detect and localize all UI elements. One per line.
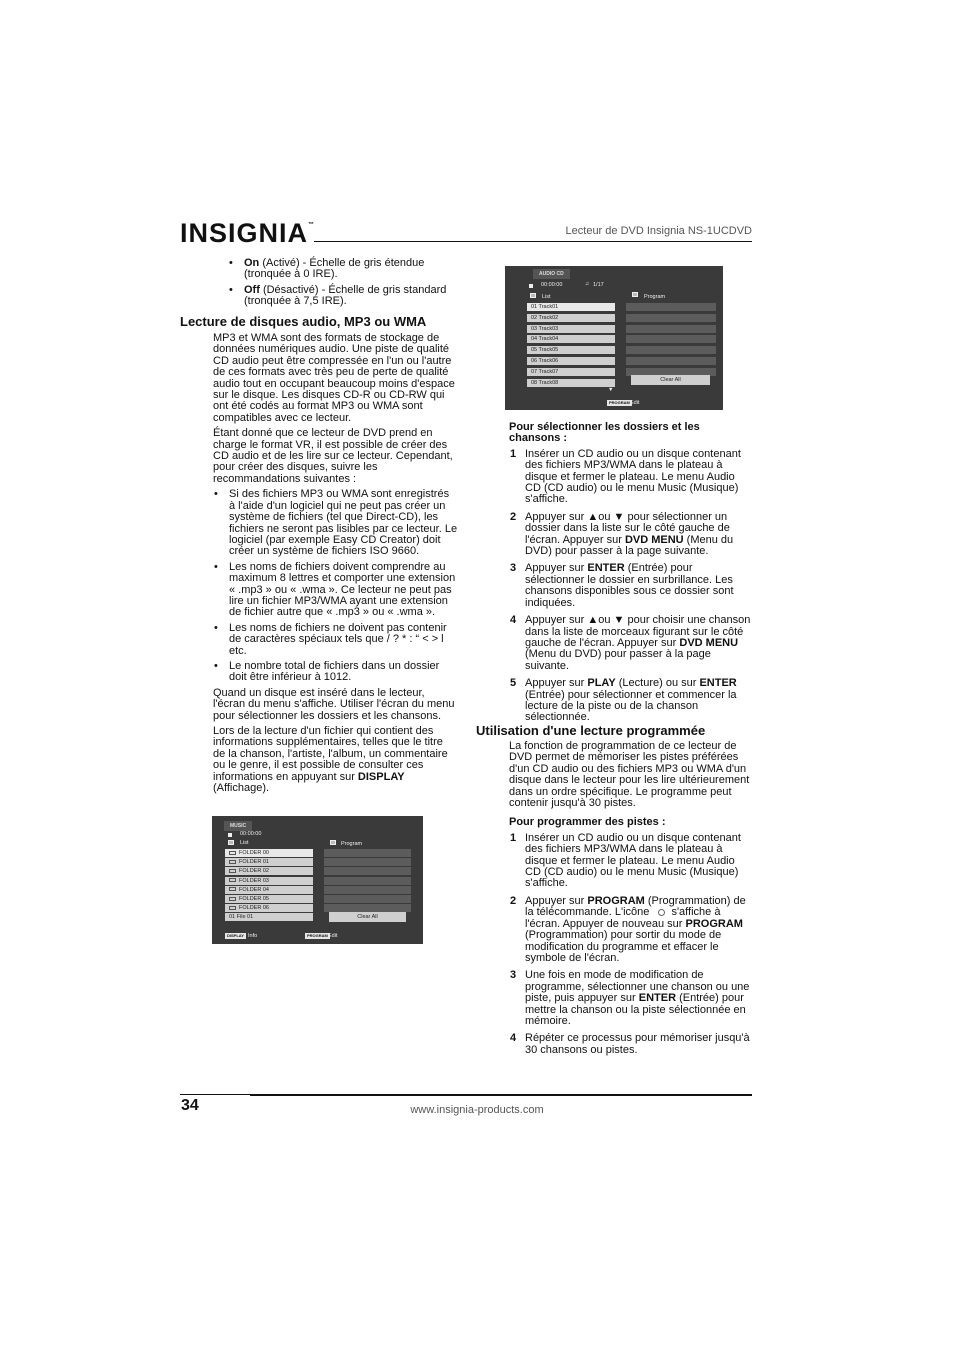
footer-rule-bold — [250, 1094, 752, 1096]
program-slot — [626, 346, 716, 354]
program-slot — [324, 849, 411, 857]
list-row[interactable]: FOLDER 00 — [225, 849, 313, 857]
clear-all-button[interactable]: Clear All — [631, 375, 710, 385]
list-row[interactable]: 04 Track04 — [527, 335, 615, 343]
program-slot — [324, 886, 411, 894]
list-row[interactable]: 08 Track08 — [527, 379, 615, 387]
page-number: 34 — [181, 1097, 199, 1114]
music-note-icon: ♫ — [585, 281, 590, 287]
list-row[interactable]: FOLDER 01 — [225, 858, 313, 866]
music-list-label: List — [240, 840, 249, 846]
program-slot — [324, 877, 411, 885]
list-icon — [530, 293, 536, 298]
list-row[interactable]: FOLDER 05 — [225, 895, 313, 903]
list-row[interactable]: FOLDER 06 — [225, 904, 313, 912]
list-item: • Les noms de fichiers doivent comprendre au maximum 8 lettres et comporter une extension « .mp3 » ou « .wma ». Ce lecteur ne peut pas lire un fichier MP3/WMA ayant une extension de fichier autre que « .mp3 » ou « .wma ». — [213, 562, 458, 619]
folder-icon — [229, 878, 236, 882]
step-item: 1 Insérer un CD audio ou un disque contenant des fichiers MP3/WMA dans le plateau à disque et fermer le plateau. Le menu Audio CD (CD audio) ou le menu Music (Musique) s'affiche. — [510, 831, 741, 890]
list-item: • Off (Désactivé) - Échelle de gris standard (tronquée à 7,5 IRE). — [228, 285, 460, 308]
program-steps — [509, 833, 751, 1056]
program-slot — [626, 325, 716, 333]
folder-icon — [229, 869, 236, 873]
program-list-icon — [330, 840, 336, 845]
header-title: Lecteur de DVD Insignia NS-1UCDVD — [565, 225, 752, 237]
program-slot — [324, 904, 411, 912]
display-badge: DISPLAY — [227, 933, 244, 938]
folder-icon — [229, 887, 236, 891]
list-row[interactable]: 02 Track02 — [527, 314, 615, 322]
header-rule — [314, 241, 752, 242]
list-row[interactable]: 07 Track07 — [527, 368, 615, 376]
para-formats: MP3 et WMA sont des formats de stockage de données numériques audio. Une piste de qualité CD audio peut être compressée en l'un ou l'autre de ces formats avec très peu de perte de qualité audio tout en occupant beaucoup moins d'espace sur le disque. Les disques CD-R ou CD-RW qui ont été codés au format MP3 ou WMA sont compatibles avec ce lecteur. — [213, 332, 455, 424]
program-slot — [324, 858, 411, 866]
list-row[interactable]: 03 Track03 — [527, 325, 615, 333]
audio-cd-screenshot — [505, 266, 723, 410]
list-item: • Les noms de fichiers ne doivent pas contenir de caractères spéciaux tels que / ? * : “ < > l etc. — [213, 623, 458, 657]
top-bullets — [228, 258, 460, 312]
edit-label: Edit — [630, 400, 640, 406]
music-program-label: Program — [341, 841, 363, 847]
right-bottom — [509, 741, 751, 1062]
program-slot — [324, 867, 411, 875]
recommendations-list — [213, 489, 458, 684]
program-icon — [658, 909, 665, 916]
info-label: Info — [248, 933, 258, 939]
folder-icon — [229, 851, 236, 855]
list-row[interactable]: 01 Track01 — [527, 303, 615, 311]
section-title-audio: Lecture de disques audio, MP3 ou WMA — [180, 314, 427, 329]
step-item: 2 Appuyer sur ▲ou ▼ pour sélectionner un dossier dans la liste sur le côté gauche de l'écran. Appuyer sur DVD MENU (Menu du DVD) pour passer à la page suivante. — [510, 510, 734, 558]
step-item: 3 Appuyer sur ENTER (Entrée) pour sélectionner le dossier en surbrillance. Les chansons disponibles sous ce dossier sont indiquées. — [510, 562, 734, 609]
para-display: Lors de la lecture d'un fichier qui contient des informations supplémentaires, telles que le titre de la chanson, l'artiste, l'album, un commentaire ou le genre, il est possible de consulter ces informations en appuyant sur DISPLAY (Affichage). — [213, 725, 448, 795]
scroll-down-icon: ▼ — [608, 387, 614, 393]
music-tab: MUSIC — [224, 821, 252, 831]
program-badge: PROGRAM — [307, 933, 328, 938]
audio-list-label: List — [542, 294, 551, 300]
list-row[interactable]: 06 Track06 — [527, 357, 615, 365]
section-title-program: Utilisation d'une lecture programmée — [476, 723, 706, 738]
list-item: • On (Activé) - Échelle de gris étendue (tronquée à 0 IRE). — [228, 258, 460, 281]
track-count: 1/17 — [593, 282, 604, 288]
program-slot — [626, 357, 716, 365]
music-menu-screenshot — [212, 816, 423, 944]
para-vr: Étant donné que ce lecteur de DVD prend en charge le format VR, il est possible de créer des CD audio et de les lire sur ce lecteur. Cependant, pour créer des disques, suivre les recommandations suivantes : — [213, 427, 453, 485]
right-top — [509, 422, 751, 730]
edit-label: Edit — [328, 933, 338, 939]
program-slot — [626, 314, 716, 322]
left-body — [213, 333, 458, 798]
list-row[interactable]: FOLDER 04 — [225, 886, 313, 894]
list-row[interactable]: 01 File 01 — [225, 913, 313, 921]
folder-icon — [229, 860, 236, 864]
step-item: 4 Appuyer sur ▲ou ▼ pour choisir une chanson dans la liste de morceaux figurant sur le côté gauche de l'écran. Appuyer sur DVD MENU (Menu du DVD) pour passer à la page suivante. — [510, 614, 751, 672]
audio-time: 00:00:00 — [541, 282, 563, 288]
step-item: 3 Une fois en mode de modification de programme, sélectionner une chanson ou une piste, puis appuyer sur ENTER (Entrée) pour mettre la chanson ou la piste sélectionnée en mémoire. — [510, 969, 750, 1027]
step-item: 1 Insérer un CD audio ou un disque contenant des fichiers MP3/WMA dans le plateau à disque et fermer le plateau. Le menu Audio CD (CD audio) ou le menu Music (Musique) s'affiche. — [510, 447, 741, 506]
audio-program-label: Program — [644, 294, 666, 300]
program-slot — [324, 895, 411, 903]
list-item: • Si des fichiers MP3 ou WMA sont enregistrés à l'aide d'un logiciel qui ne peut pas créer un système de fichiers (tel que Direct-CD), les fichiers ne seront pas lisibles par ce lecteur. Le logiciel (par exemple Easy CD Creator) doit créer un système de fichiers ISO 9660. — [213, 489, 458, 557]
list-row[interactable]: 05 Track05 — [527, 346, 615, 354]
para-menu: Quand un disque est inséré dans le lecteur, l'écran du menu s'affiche. Utiliser l'écran du menu pour sélectionner les dossiers et les chansons. — [213, 686, 455, 722]
program-slot — [626, 335, 716, 343]
para-program: La fonction de programmation de ce lecteur de DVD permet de mémoriser les pistes préférées d'un CD audio ou des fichiers MP3 ou WMA d'un disque dans le lecteur pour les lire ultérieurement dans un ordre spécifique. Le programme peut contenir jusqu'à 30 pistes. — [509, 740, 750, 810]
audio-tab: AUDIO CD — [533, 269, 570, 279]
step-item: 4 Répéter ce processus pour mémoriser jusqu'à 30 chansons ou pistes. — [510, 1032, 750, 1056]
step-item: 2 Appuyer sur PROGRAM (Programmation) de la télécommande. L'icône s'affiche à l'écran. Appuyer de nouveau sur PROGRAM (Programmation) pour sortir du mode de modification du programme et effacer le symbole de l'écran. — [510, 894, 746, 964]
list-row[interactable]: FOLDER 02 — [225, 867, 313, 875]
step-item: 5 Appuyer sur PLAY (Lecture) ou sur ENTER (Entrée) pour sélectionner et commencer la lecture de la piste ou de la chanson sélectionnée. — [510, 677, 737, 724]
folder-icon — [229, 906, 236, 910]
select-steps — [509, 449, 751, 724]
subheading-program: Pour programmer des pistes : — [509, 816, 666, 829]
program-badge: PROGRAM — [609, 400, 630, 405]
music-time: 00:00:00 — [240, 831, 262, 837]
program-list-icon — [632, 292, 638, 297]
stop-icon — [228, 833, 232, 837]
folder-icon — [229, 897, 236, 901]
insignia-logo: INSIGNIA™ — [180, 218, 315, 248]
program-slot — [626, 303, 716, 311]
subheading-select: Pour sélectionner les dossiers et les chansons : — [509, 421, 700, 445]
clear-all-button[interactable]: Clear All — [329, 912, 406, 922]
stop-icon — [529, 284, 533, 288]
footer-url: www.insignia-products.com — [410, 1104, 544, 1116]
list-row[interactable]: FOLDER 03 — [225, 877, 313, 885]
list-item: • Le nombre total de fichiers dans un dossier doit être inférieur à 1012. — [213, 661, 458, 684]
list-icon — [228, 840, 234, 845]
